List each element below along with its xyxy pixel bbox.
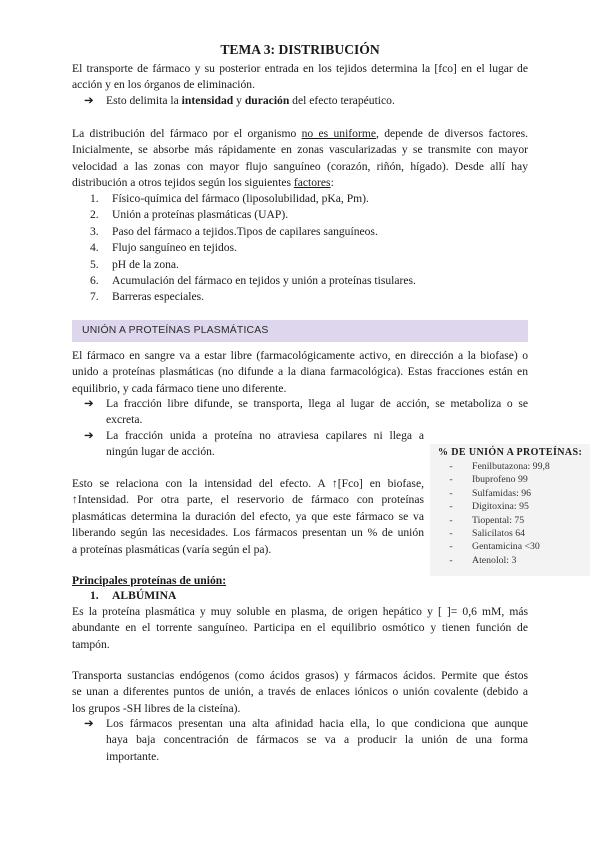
arrow-bullet-icon: ➔: [84, 429, 94, 442]
dist-line: Inicialmente, se absorbe más rápidamente en zonas vascularizadas y se transmite con mayor: [72, 143, 528, 157]
alb-line: abundante en el torrente sanguíneo. Participa en el equilibrio osmótico y tienen función de: [72, 621, 528, 635]
intro-bullet: [84, 93, 528, 109]
uap-paragraph: [72, 348, 528, 397]
bullet-line: La fracción libre difunde, se transporta, llega al lugar de acción, se metaboliza o se: [106, 397, 528, 410]
arrow-bullet-icon: ➔: [84, 94, 94, 107]
factor-text: Acumulación del fármaco en tejidos y unión a proteínas tisulares.: [112, 274, 416, 288]
factor-number: 3.: [90, 224, 99, 238]
factor-item: [90, 289, 520, 305]
dash-bullet: -: [449, 554, 453, 566]
factor-number: 1.: [90, 192, 99, 205]
box-item-text: Digitoxina: 95: [472, 501, 529, 513]
bullet-line: La fracción unida a proteína no atraviesa capilares ni llega a: [106, 429, 424, 442]
box-item-text: Sulfamidas: 96: [472, 487, 532, 499]
bullet-line: importante.: [106, 749, 160, 763]
factor-text: Flujo sanguíneo en tejidos.: [112, 241, 237, 255]
bullet-line: haya baja concentración de fármacos se va a producir la unión de una forma: [106, 733, 528, 747]
factor-item: [90, 257, 520, 273]
albumina-bullet: [84, 716, 528, 765]
alb-line: se unan a diferentes puntos de unión, a través de enlaces iónicos o unión covalente (debido a: [72, 685, 528, 699]
box-title: % DE UNIÓN A PROTEÍNAS:: [438, 447, 583, 458]
arrow-bullet-icon: ➔: [84, 397, 94, 410]
factor-number: 7.: [90, 290, 99, 304]
proteins-heading: Principales proteínas de unión:: [72, 574, 227, 587]
box-list-item: [430, 514, 590, 527]
factor-text: Unión a proteínas plasmáticas (UAP).: [112, 208, 289, 222]
uap-bullet-free: [84, 396, 528, 429]
uap-bullet-bound: [84, 428, 424, 461]
dash-bullet: -: [449, 487, 453, 499]
intro-line: acción y en los órganos de eliminación.: [72, 78, 255, 92]
distribution-paragraph: [72, 126, 528, 192]
uap-line: unido a proteínas plasmáticas (no difunde a la diana farmacológica). Estas fracciones están en: [72, 365, 528, 379]
box-item-text: Salicilatos 64: [472, 528, 526, 540]
factors-list: [90, 191, 520, 306]
box-list-item: [430, 473, 590, 486]
box-list-item: [430, 540, 590, 553]
uap-line: ↑Intensidad. Por otra parte, el reservorio de fármaco con proteínas: [72, 493, 424, 507]
factor-text: Barreras especiales.: [112, 290, 205, 304]
intro-paragraph: [72, 61, 528, 94]
dash-bullet: -: [449, 474, 453, 486]
factor-text: pH de la zona.: [112, 257, 179, 271]
box-list-item: [430, 487, 590, 500]
dash-bullet: -: [449, 528, 453, 540]
dist-line: La distribución del fármaco por el organismo no es uniforme, depende de diversos factores.: [72, 127, 528, 140]
factor-text: Físico-química del fármaco (liposolubilidad, pKa, Pm).: [112, 192, 369, 205]
factor-item: [90, 207, 520, 223]
dash-bullet: -: [449, 541, 453, 553]
uap-effect-paragraph: [72, 476, 424, 558]
box-item-text: Gentamicina <30: [472, 541, 540, 553]
box-list-item: [430, 460, 590, 473]
albumina-heading: 1. ALBÚMINA: [90, 589, 177, 602]
uap-line: plasmáticas determina la duración del efecto, ya que este fármaco se va: [72, 509, 424, 523]
arrow-bullet-icon: ➔: [84, 717, 94, 730]
box-item-text: Tiopental: 75: [472, 514, 525, 526]
dist-line: distribución a otros tejidos según los siguientes factores:: [72, 176, 334, 190]
box-item-text: Atenolol: 3: [472, 554, 517, 566]
factor-number: 6.: [90, 274, 99, 288]
dash-bullet: -: [449, 461, 453, 472]
dist-line: velocidad a las zonas con mayor flujo sanguíneo (corazón, riñón, hígado). Desde allí hay: [72, 159, 528, 173]
dash-bullet: -: [449, 501, 453, 513]
box-list-item: [430, 527, 590, 540]
uap-line: Esto se relaciona con la intensidad del efecto. A ↑[Fco] en biofase,: [72, 477, 424, 490]
alb-line: tampón.: [72, 637, 110, 651]
bullet-line: ningún lugar de acción.: [106, 445, 215, 459]
box-item-text: Fenilbutazona: 99,8: [472, 461, 550, 472]
uap-line: a proteínas plasmáticas (varía según el pa).: [72, 542, 272, 556]
box-list: [430, 460, 590, 567]
uap-line: equilibrio, y cada fármaco tiene uno diferente.: [72, 381, 287, 395]
factor-number: 5.: [90, 257, 99, 271]
bullet-line: excreta.: [106, 413, 143, 427]
factor-item: [90, 224, 520, 240]
box-list-item: [430, 554, 590, 567]
albumina-paragraph-2: [72, 668, 528, 717]
alb-line: los grupos -SH libres de la cisteína).: [72, 701, 241, 715]
factor-item: [90, 273, 520, 289]
factor-number: 2.: [90, 208, 99, 222]
uap-line: liberando según las necesidades. Los fármacos presentan un % de unión: [72, 526, 424, 540]
alb-line: Es la proteína plasmática y muy soluble en plasma, de origen hepático y [ ]= 0,6 mM, más: [72, 605, 528, 618]
box-item-text: Ibuprofeno 99: [472, 474, 528, 486]
page-title: TEMA 3: DISTRIBUCIÓN: [220, 42, 380, 57]
bullet-line: Los fármacos presentan una alta afinidad hacia ella, lo que condiciona que aunque: [106, 717, 528, 730]
dash-bullet: -: [449, 514, 453, 526]
factor-item: [90, 240, 520, 256]
section-heading: UNIÓN A PROTEÍNAS PLASMÁTICAS: [72, 320, 528, 342]
uap-line: El fármaco en sangre va a estar libre (farmacológicamente activo, en dirección a la biofase) o: [72, 349, 528, 362]
factor-text: Paso del fármaco a tejidos.Tipos de capilares sanguíneos.: [112, 224, 378, 238]
box-list-item: [430, 500, 590, 513]
factor-item: [90, 191, 520, 207]
albumina-paragraph-1: [72, 604, 528, 653]
factor-number: 4.: [90, 241, 99, 255]
alb-line: Transporta sustancias endógenos (como ácidos grasos) y fármacos ácidos. Permite que éstos: [72, 669, 528, 682]
bullet-text: Esto delimita la intensidad y duración del efecto terapéutico.: [106, 94, 395, 107]
protein-binding-box: [430, 444, 590, 576]
intro-line: El transporte de fármaco y su posterior entrada en los tejidos determina la [fco] en el lugar de: [72, 62, 528, 75]
